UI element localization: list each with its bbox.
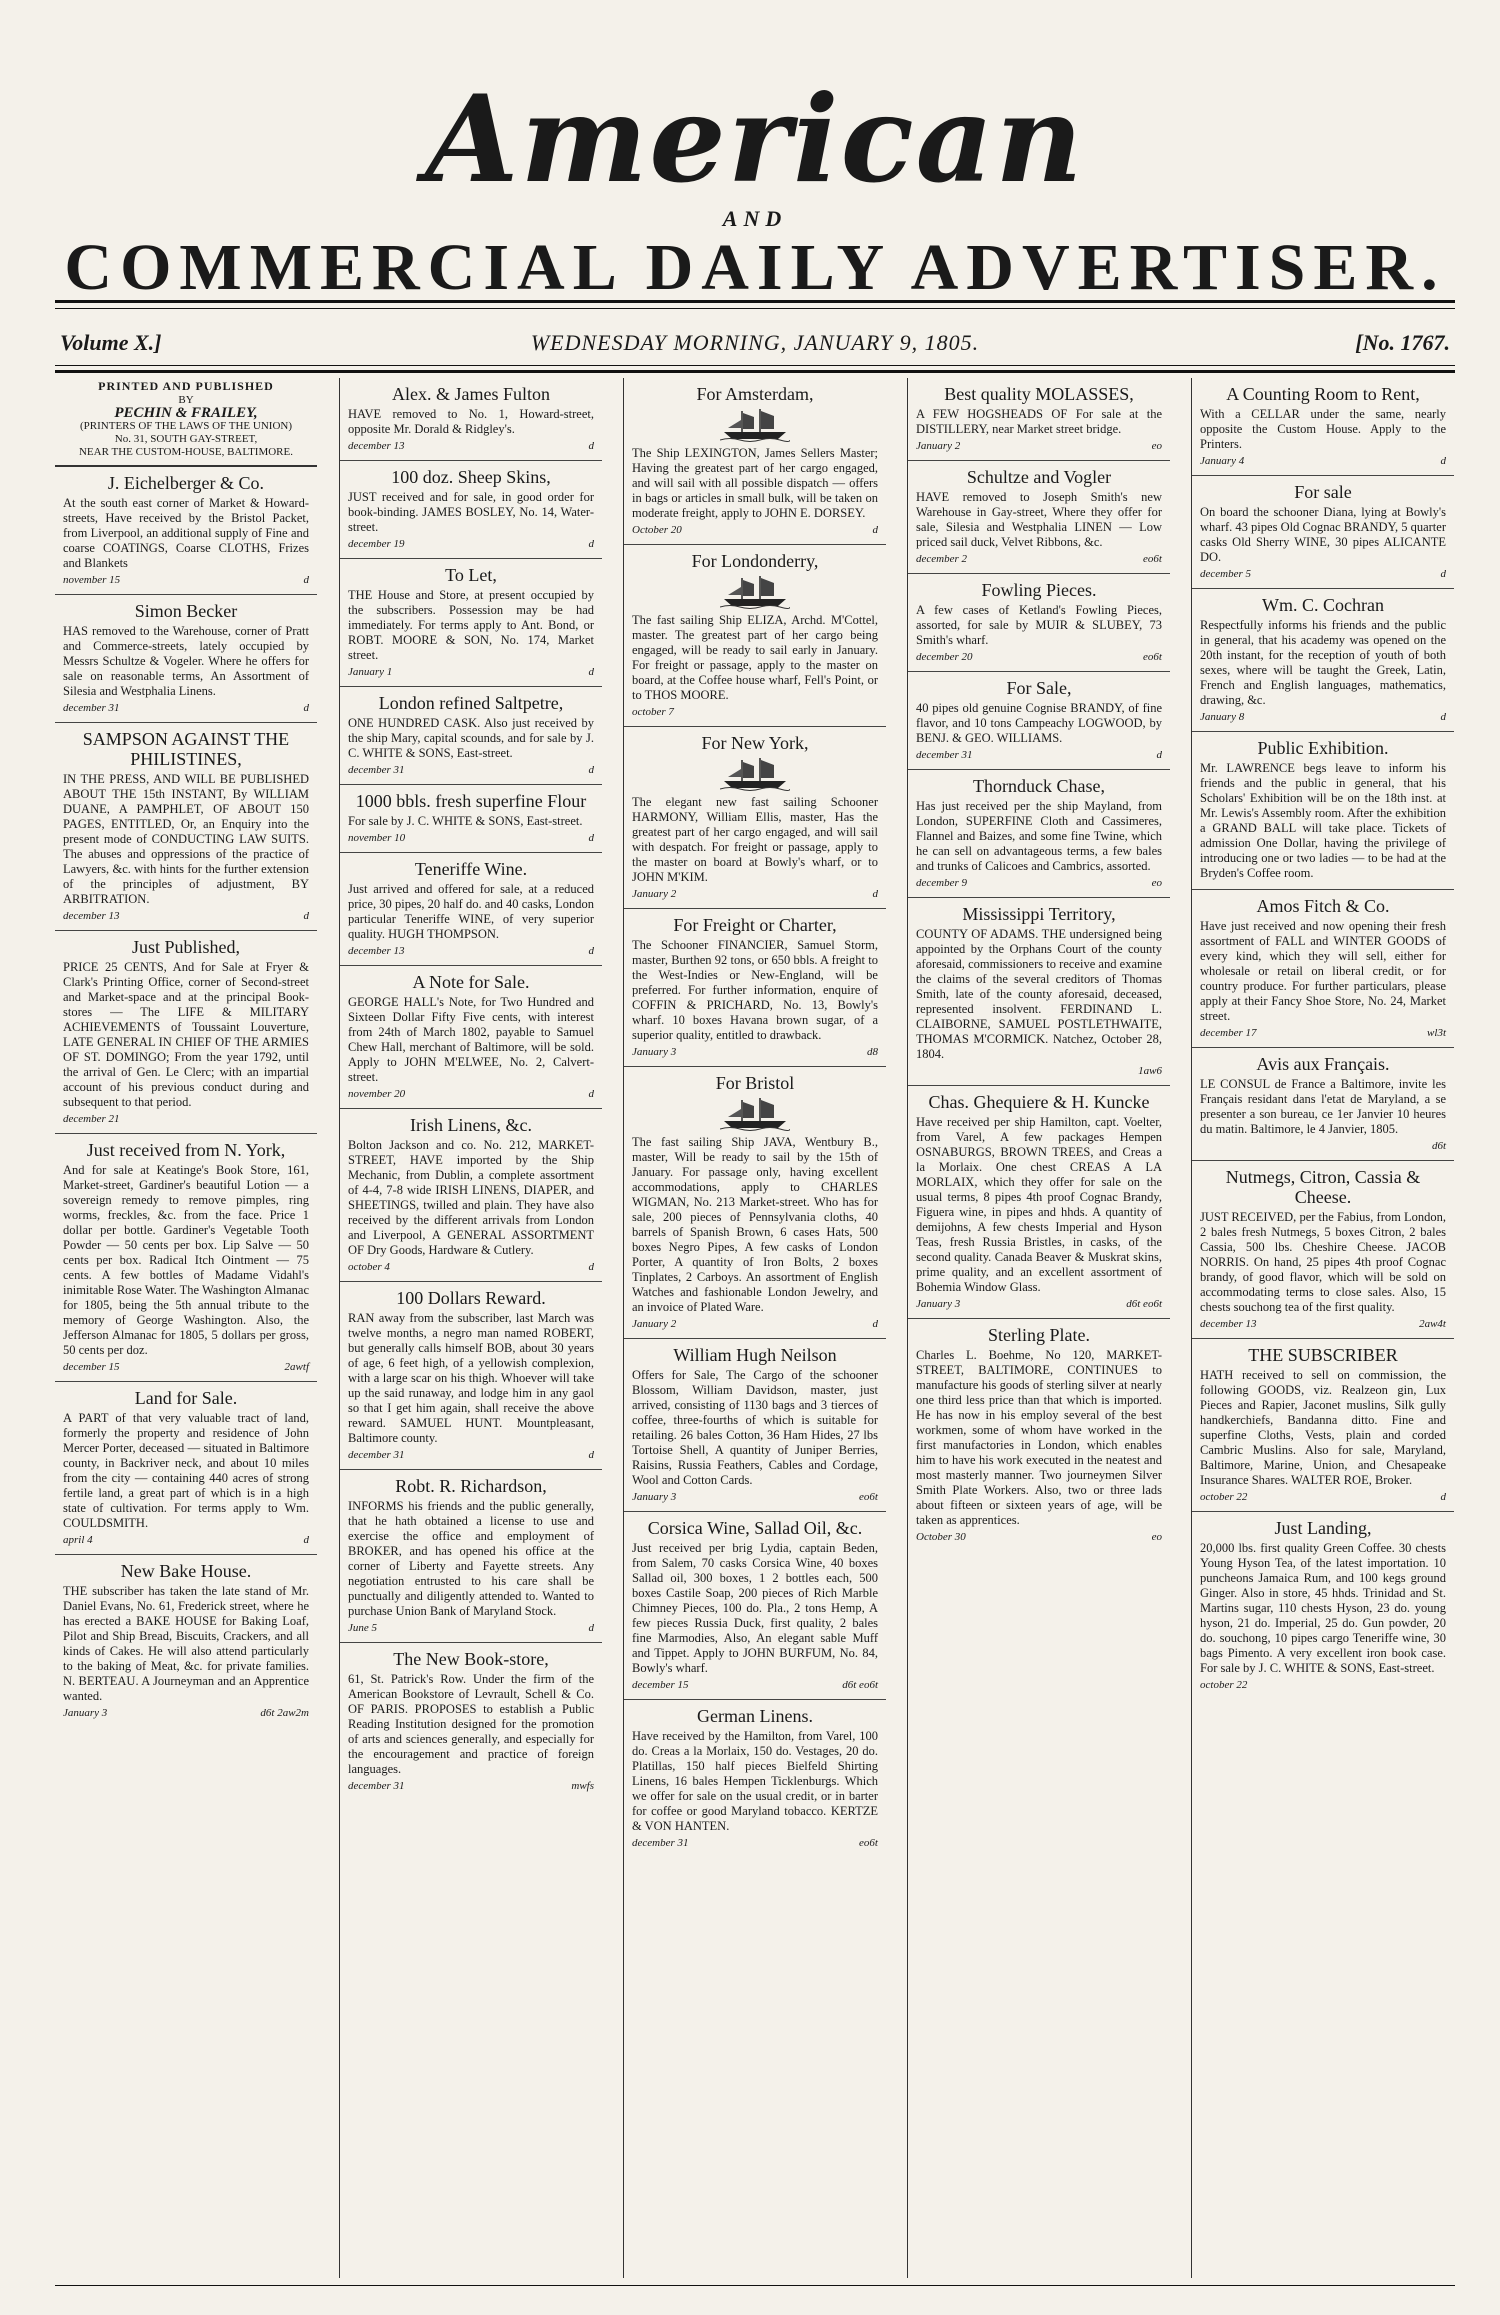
ad-title: Just Published, <box>131 937 241 957</box>
columns-area <box>55 378 1455 2278</box>
advertisement <box>624 1700 886 1857</box>
ad-body: The fast sailing Ship JAVA, Wentbury B., master, Will be ready to sail by the 15th of January. For passage only, having excellent accommodations, apply to CHARLES WIGMAN, No. 213 Market-street. Who has for sale, 200 pieces of Pennsylvania cloths, 40 barrels of Spanish Brown, 6 cases Hats, 500 boxes Negro Pipes, A few casks of London Porter, A quantity of Iron Bolts, 2 boxes Tinplates, 2 Carboys. An assortment of English Watches and fashionable London Jewelry, and an invoice of Plated Ware. <box>632 1135 878 1314</box>
ad-footer <box>916 439 1162 454</box>
ad-code: d6t eo6t <box>1126 1298 1162 1310</box>
advertisement <box>340 378 602 461</box>
ad-date: october 7 <box>632 706 674 718</box>
ad-body: RAN away from the subscriber, last March was twelve months, a negro man named ROBERT, but generally calls himself BOB, about 30 years of age, 6 feet high, of a yellowish complexion, with a large scar on his thigh. Whoever will take up the said runaway, and lodge him in any gaol so that I get him again, shall receive the above reward. SAMUEL HUNT. Mountpleasant, Baltimore county. <box>348 1311 594 1445</box>
masthead-and: AND <box>722 206 788 231</box>
ad-body: INFORMS his friends and the public generally, that he hath obtained a license to use and exercise the office and employment of BROKER, and has opened his office at the corner of Liberty and Fayette streets. Any negotiation entrusted to his care shall be punctually and diligently attended to. Wanted to purchase Union Bank of Maryland Stock. <box>348 1499 594 1618</box>
ad-body: Have just received and now opening their fresh assortment of FALL and WINTER GOODS of every kind, which they will sell, either for wholesale or retail on liberal credit, or for country produce. For further particulars, please apply at their Fancy Shoe Store, No. 24, Market street. <box>1200 919 1446 1023</box>
ad-footer <box>632 1678 878 1693</box>
ad-date: december 31 <box>348 1449 405 1461</box>
ad-body: HAS removed to the Warehouse, corner of Pratt and Commerce-streets, lately occupied by Messrs Schultze & Vogeler. Where he offers for sale on reasonable terms, An Assortment of Silesia and Westphalia Linens. <box>63 624 309 698</box>
ad-body: Have received by the Hamilton, from Varel, 100 do. Creas a la Morlaix, 150 do. Vestages, 20 do. Platillas, 150 half pieces Bielfeld Shirting Linens, 16 bales Hempen Ticklenburgs. Which we offer for sale on the usual credit, or in barter for coffee or good Maryland tobacco. KERTZE & VON HANTEN. <box>632 1729 878 1833</box>
imprint-line-4: (PRINTERS OF THE LAWS OF THE UNION) <box>80 420 292 432</box>
ad-footer <box>63 1360 309 1375</box>
advertisement <box>624 545 886 727</box>
ad-footer <box>1200 1490 1446 1505</box>
ad-body: Just arrived and offered for sale, at a reduced price, 30 pipes, 20 half do. and 40 casks, London particular Teneriffe WINE, of very superior quality. HUGH THOMPSON. <box>348 882 594 941</box>
ad-date: October 20 <box>632 524 682 536</box>
ad-code: eo <box>1151 440 1162 452</box>
ad-date: January 3 <box>632 1046 677 1058</box>
ad-date: november 10 <box>348 832 406 844</box>
advertisement <box>340 1643 602 1800</box>
ad-code: eo <box>1151 877 1162 889</box>
ad-title: For Sale, <box>1006 678 1072 698</box>
column-3 <box>623 378 886 2278</box>
ad-code: wl3t <box>1427 1027 1446 1039</box>
ad-body: The Ship LEXINGTON, James Sellers Master; Having the greatest part of her cargo engaged, and will sail with all possible dispatch — offers in bags or articles in small bulk, will be taken on moderate freight, apply to JOHN E. DORSEY. <box>632 446 878 520</box>
ad-footer <box>632 523 878 538</box>
ad-title: 100 doz. Sheep Skins, <box>391 467 551 487</box>
ad-body: THE subscriber has taken the late stand of Mr. Daniel Evans, No. 61, Frederick street, where he has erected a BAKE HOUSE for Baking Loaf, Pilot and Ship Bread, Biscuits, Crackers, and all kinds of Cakes. He will also attend particularly to the baking of Meat, &c. for private families. N. BERTEAU. A Journeyman and an Apprentice wanted. <box>63 1584 309 1703</box>
ad-date: december 20 <box>916 651 973 663</box>
advertisement <box>340 1282 602 1470</box>
ad-body: For sale by J. C. WHITE & SONS, East-street. <box>348 814 583 828</box>
advertisement <box>908 770 1170 898</box>
advertisement <box>624 727 886 909</box>
ad-title: Amos Fitch & Co. <box>1256 896 1390 916</box>
top-rule <box>55 300 1455 303</box>
ad-footer <box>1200 1139 1446 1154</box>
ad-code: d <box>588 764 594 776</box>
ad-body: A FEW HOGSHEADS OF For sale at the DISTILLERY, near Market street bridge. <box>916 407 1162 436</box>
ad-footer <box>348 439 594 454</box>
ad-title: Irish Linens, &c. <box>410 1115 532 1135</box>
ship-icon <box>720 757 790 791</box>
ad-footer <box>916 552 1162 567</box>
advertisement <box>340 853 602 966</box>
ad-body: 61, St. Patrick's Row. Under the firm of the American Bookstore of Levrault, Schell & Co. OF PARIS. PROPOSES to establish a Public Reading Institution designed for the promotion of arts and sciences generally, and especially for the encouragement and practice of foreign languages. <box>348 1672 594 1776</box>
ad-body: On board the schooner Diana, lying at Bowly's wharf. 43 pipes Old Cognac BRANDY, 5 quarter casks Old Sherry WINE, 30 pipes ALICANTE DO. <box>1200 505 1446 564</box>
ad-code: d <box>588 1261 594 1273</box>
ad-title: THE SUBSCRIBER <box>1248 1345 1398 1365</box>
newspaper-subtitle: COMMERCIAL DAILY ADVERTISER. <box>64 231 1446 304</box>
ad-body: At the south east corner of Market & Howard-streets, Have received by the Bristol Packet, from Liverpool, an additional supply of Fine and coarse COATINGS, Coarse CLOTHS, Frizes and Blankets <box>63 496 309 570</box>
ship-icon <box>720 575 790 609</box>
ad-title: Mississippi Territory, <box>962 904 1116 924</box>
ad-date: october 22 <box>1200 1679 1248 1691</box>
ad-footer <box>916 876 1162 891</box>
ad-date: october 22 <box>1200 1491 1248 1503</box>
ad-body: Bolton Jackson and co. No. 212, MARKET-STREET, HAVE imported by the Ship Mechanic, from Dublin, a complete assortment of 4-4, 7-8 wide IRISH LINENS, DIAPER, and SHEETINGS, twilled and plain. They have also received by the different arrivals from London and Liverpool, A GENERAL ASSORTMENT OF Dry Goods, Hardware & Cutlery. <box>348 1138 594 1257</box>
ad-footer <box>632 1836 878 1851</box>
ad-date: december 31 <box>63 702 120 714</box>
ad-code: mwfs <box>571 1780 594 1792</box>
advertisement <box>624 909 886 1067</box>
ad-footer <box>916 1297 1162 1312</box>
advertisement <box>1192 589 1454 732</box>
ad-body: JUST RECEIVED, per the Fabius, from London, 2 bales fresh Nutmegs, 5 boxes Citron, 2 bales Cassia, 500 lbs. Cheshire Cheese. JACOB NORRIS. On hand, 25 pipes 4th proof Cognac brandy, of good flavor, which will be sold on accommodating terms to close sales. Also, 15 chests souchong tea of the first quality. <box>1200 1210 1446 1314</box>
ad-body: A PART of that very valuable tract of land, formerly the property and residence of John Mercer Porter, deceased — situated in Baltimore county, in Backriver neck, and about 10 miles from the city — containing 440 acres of strong fertile land, a great part of which is in a high state of cultivation. For terms apply to Wm. COULDSMITH. <box>63 1411 309 1530</box>
ad-code: d <box>588 1622 594 1634</box>
ad-date: december 15 <box>63 1361 120 1373</box>
ad-code: d <box>588 1088 594 1100</box>
ad-code: d <box>303 574 309 586</box>
imprint-line-1: PRINTED AND PUBLISHED <box>98 379 274 393</box>
dateline <box>60 326 1450 360</box>
ad-code: d6t 2aw2m <box>260 1707 309 1719</box>
ad-body: GEORGE HALL's Note, for Two Hundred and Sixteen Dollar Fifty Five cents, with interest from 24th of March 1802, payable to Samuel Chew Hall, merchant of Baltimore, will be sold. Apply to JOHN M'ELWEE, No. 2, Calvert-street. <box>348 995 594 1084</box>
ad-date: January 4 <box>1200 455 1245 467</box>
ad-body: Offers for Sale, The Cargo of the schooner Blossom, William Davidson, master, just arrived, consisting of 1130 bags and 3 tierces of coffee, three-fourths of which is suitable for retailing. 26 bales Cotton, 36 Ham Hides, 27 lbs Tortoise Shell, A quantity of Juniper Berries, Raisins, Russia Feathers, Cables and Cordage, Wool and Cotton Cards. <box>632 1368 878 1487</box>
ad-date: december 13 <box>348 440 405 452</box>
ad-body: IN THE PRESS, AND WILL BE PUBLISHED ABOUT THE 15th INSTANT, By WILLIAM DUANE, A PAMPHLET, OF ABOUT 150 PAGES, ENTITLED, Or, an Enquiry into the present mode of CONDUCTING LAW SUITS. The abuses and oppressions of the practice of Lawyers, &c. with hints for the further extension of the principles of adjustment, BY ARBITRATION. <box>63 772 309 906</box>
ad-footer <box>63 573 309 588</box>
imprint <box>55 378 317 467</box>
ad-code: d <box>303 910 309 922</box>
ad-footer <box>63 1533 309 1548</box>
ad-title: Fowling Pieces. <box>981 580 1097 600</box>
ad-footer <box>632 1490 878 1505</box>
ad-title: For Amsterdam, <box>696 384 814 404</box>
ad-body: And for sale at Keatinge's Book Store, 161, Market-street, Gardiner's beautiful Lotion — a sovereign remedy to remove pimples, ring worms, freckles, &c. from the face. Price 1 dollar per bottle. Gardiner's Vegetable Tooth Powder — 50 cents per box. Lip Salve — 50 cents per box. Radical Itch Ointment — 75 cents. A few bottles of Madame Vidahl's inimitable Rose Water. The Washington Almanac for 1805, being the 5th annual tribute to the memory of George Washington. Also, the Jefferson Almanac for 1805, 5 dollars per gross, 50 cents per doz. <box>63 1163 309 1357</box>
ad-title: New Bake House. <box>120 1561 252 1581</box>
issue-number: [No. 1767. <box>1355 330 1450 355</box>
masthead <box>60 69 1450 304</box>
ad-footer <box>348 944 594 959</box>
ad-title: For Londonderry, <box>691 551 819 571</box>
imprint-publishers: PECHIN & FRAILEY, <box>114 405 258 421</box>
ad-date: november 20 <box>348 1088 406 1100</box>
ad-date: december 31 <box>348 764 405 776</box>
column-2 <box>339 378 602 2278</box>
advertisement <box>1192 476 1454 589</box>
ad-code: eo6t <box>1143 553 1162 565</box>
ad-title: J. Eichelberger & Co. <box>107 473 265 493</box>
ad-title: Best quality MOLASSES, <box>944 384 1134 404</box>
advertisement <box>340 1470 602 1643</box>
ad-code: d <box>872 524 878 536</box>
newspaper-title: American <box>425 69 1085 210</box>
imprint-line-2: BY <box>178 394 194 406</box>
ad-title: To Let, <box>445 565 497 585</box>
advertisement <box>340 1109 602 1282</box>
advertisement <box>908 672 1170 770</box>
ad-date: January 3 <box>632 1491 677 1503</box>
ad-footer <box>916 650 1162 665</box>
advertisement <box>55 1555 317 1727</box>
advertisement <box>1192 1161 1454 1339</box>
ad-code: d <box>1440 1491 1446 1503</box>
ad-body: LE CONSUL de France a Baltimore, invite les Français residant dans l'etat de Maryland, a se presenter a son bureau, ce 1er Janvier 10 heures du matin. Baltimore, le 4 Janvier, 1805. <box>1200 1077 1446 1136</box>
ad-footer <box>348 1087 594 1102</box>
ad-footer <box>1200 710 1446 725</box>
ship-icon <box>720 408 790 442</box>
ad-footer <box>63 1112 309 1127</box>
ad-title: For Freight or Charter, <box>673 915 837 935</box>
ad-footer <box>1200 1678 1446 1693</box>
ad-footer <box>916 1530 1162 1545</box>
ad-body: COUNTY OF ADAMS. THE undersigned being appointed by the Orphans Court of the county aforesaid, commissioners to receive and examine the claims of the several creditors of Thomas Smith, late of the county aforesaid, deceased, represented insolvent. FERDINAND L. CLAIBORNE, SAMUEL POSTLETHWAITE, THOMAS M'CORMICK. Natchez, October 28, 1804. <box>916 927 1162 1061</box>
ad-code: d <box>588 666 594 678</box>
ad-code: eo6t <box>859 1837 878 1849</box>
ad-footer <box>348 1260 594 1275</box>
ad-body: ONE HUNDRED CASK. Also just received by the ship Mary, capital scounds, and for sale by J. C. WHITE & SONS, East-street. <box>348 716 594 760</box>
ad-title: Land for Sale. <box>134 1388 238 1408</box>
ad-footer <box>348 1779 594 1794</box>
ad-body: The Schooner FINANCIER, Samuel Storm, master, Burthen 92 tons, or 650 bbls. A freight to the West-Indies or New-England, will be preferred. For further information, enquire of COFFIN & PRICHARD, No. 13, Bowly's wharf. 10 boxes Havana brown sugar, of a superior quality, entitled to drawback. <box>632 938 878 1042</box>
ad-title: German Linens. <box>697 1706 813 1726</box>
ad-footer <box>348 537 594 552</box>
ad-code: d <box>588 440 594 452</box>
ad-title: For sale <box>1294 482 1352 502</box>
ad-footer <box>632 705 878 720</box>
ad-footer <box>348 831 594 846</box>
ad-date: december 13 <box>348 945 405 957</box>
ad-code: 2awtf <box>284 1361 309 1373</box>
ad-date: October 30 <box>916 1531 966 1543</box>
ad-title: Teneriffe Wine. <box>414 859 528 879</box>
ad-code: eo6t <box>859 1491 878 1503</box>
ad-title: 1000 bbls. fresh superfine Flour <box>355 791 587 811</box>
dateline-rule <box>55 370 1455 373</box>
advertisement <box>908 378 1170 461</box>
ad-code: d <box>872 1318 878 1330</box>
ad-date: december 31 <box>632 1837 689 1849</box>
ad-title: Just received from N. York, <box>86 1140 286 1160</box>
ad-date: october 4 <box>348 1261 390 1273</box>
ad-date: december 31 <box>916 749 973 761</box>
top-rule-thin <box>55 308 1455 309</box>
ad-title: SAMPSON AGAINST THE PHILISTINES, <box>82 729 290 769</box>
ad-title: The New Book-store, <box>393 1649 549 1669</box>
ad-footer <box>916 748 1162 763</box>
ad-date: december 13 <box>1200 1318 1257 1330</box>
advertisement <box>55 1134 317 1382</box>
ad-code: d <box>1440 711 1446 723</box>
ad-footer <box>348 1621 594 1636</box>
advertisement <box>624 378 886 545</box>
ad-code: 1aw6 <box>1138 1065 1162 1077</box>
ad-code: d <box>1440 455 1446 467</box>
advertisement <box>908 461 1170 574</box>
ad-date: december 19 <box>348 538 405 550</box>
ad-body: PRICE 25 CENTS, And for Sale at Fryer & Clark's Printing Office, corner of Second-street and Market-space and at the principal Book-stores — The LIFE & MILITARY ACHIEVEMENTS of Toussaint Louverture, LATE GENERAL IN CHIEF OF THE ARMIES OF ST. DOMINGO; From the year 1792, until the arrival of Gen. Le Clerc; with an impartial account of his previous conduct during and subsequent to that period. <box>63 960 309 1109</box>
ad-body: HATH received to sell on commission, the following GOODS, viz. Realzeon gin, Lux Pieces and Rapier, Jaconet muslins, Silk gully handkerchiefs, Bandanna ditto. Fine and superfine Cloths, Vests, plain and corded Cambric Muslins. Also for sale, Maryland, Baltimore, Marine, Union, and Chesapeake Insurance Shares. WALTER ROE, Broker. <box>1200 1368 1446 1487</box>
ad-date: January 8 <box>1200 711 1245 723</box>
ad-body: THE House and Store, at present occupied by the subscribers. Possession may be had immediately. For terms apply to Ant. Bond, or ROBT. MOORE & SON, No. 174, Market street. <box>348 588 594 662</box>
ad-title: For Bristol <box>715 1073 795 1093</box>
ad-footer <box>63 701 309 716</box>
ad-date: december 13 <box>63 910 120 922</box>
ad-code: d <box>303 702 309 714</box>
ad-body: 40 pipes old genuine Cognise BRANDY, of fine flavor, and 10 tons Campeachy LOGWOOD, by BENJ. & GEO. WILLIAMS. <box>916 701 1162 745</box>
ad-title: Thornduck Chase, <box>973 776 1105 796</box>
column-4 <box>907 378 1170 2278</box>
ad-body: Charles L. Boehme, No 120, MARKET-STREET, BALTIMORE, CONTINUES to manufacture his goods of sterling silver at nearly one third less price than that which is imported. He has now in his employ several of the best workmen, some of whom have worked in the first manufactories in London, which enables him to have his work executed in the neatest and most masterly manner. Two journeymen Silver Smith Plate Workers. Also, two or three lads about fifteen or sixteen years of age, will be taken as apprentices. <box>916 1348 1162 1527</box>
ad-date: June 5 <box>348 1622 378 1634</box>
advertisement <box>340 785 602 853</box>
ad-body: The elegant new fast sailing Schooner HARMONY, William Ellis, master, Has the greatest part of her cargo engaged, and will sail with despatch. For freight or passage, apply to the master on board at Bowly's wharf, or to JOHN M'KIM. <box>632 795 878 884</box>
ad-date: december 17 <box>1200 1027 1257 1039</box>
ad-date: January 2 <box>916 440 961 452</box>
advertisement <box>1192 1512 1454 1699</box>
ad-footer <box>348 763 594 778</box>
advertisement <box>624 1512 886 1700</box>
ad-code: d8 <box>867 1046 878 1058</box>
ad-title: Chas. Ghequiere & H. Kuncke <box>928 1092 1150 1112</box>
advertisement <box>55 723 317 931</box>
ad-body: With a CELLAR under the same, nearly opposite the Custom House. Apply to the Printers. <box>1200 407 1446 451</box>
ad-footer <box>1200 567 1446 582</box>
ad-footer <box>348 665 594 680</box>
advertisement <box>55 931 317 1134</box>
ad-date: January 3 <box>916 1298 961 1310</box>
ad-code: d6t <box>1431 1140 1446 1152</box>
ad-title: A Note for Sale. <box>412 972 530 992</box>
ad-code: eo6t <box>1143 651 1162 663</box>
advertisement <box>908 574 1170 672</box>
ad-body: Has just received per the ship Mayland, from London, SUPERFINE Cloth and Cassimeres, Flannel and Baizes, and some fine Twine, which he can sell on advantageous terms, a few bales and trunks of Calicoes and Cambrics, assorted. <box>916 799 1162 873</box>
advertisement <box>1192 378 1454 476</box>
dateline-rule-thin <box>55 365 1455 366</box>
ad-date: december 31 <box>348 1780 405 1792</box>
advertisement <box>340 687 602 785</box>
ad-code: d <box>872 888 878 900</box>
ad-date: december 2 <box>916 553 968 565</box>
ad-date: January 2 <box>632 888 677 900</box>
ad-title: Nutmegs, Citron, Cassia & Cheese. <box>1225 1167 1421 1207</box>
advertisement <box>55 1382 317 1555</box>
ad-title: 100 Dollars Reward. <box>396 1288 546 1308</box>
imprint-line-5: No. 31, SOUTH GAY-STREET, <box>114 433 258 445</box>
advertisement <box>624 1067 886 1339</box>
ad-footer <box>348 1448 594 1463</box>
ad-footer <box>632 1045 878 1060</box>
ad-footer <box>1200 1026 1446 1041</box>
ad-body: HAVE removed to No. 1, Howard-street, opposite Mr. Dorald & Ridgley's. <box>348 407 594 436</box>
ad-body: The fast sailing Ship ELIZA, Archd. M'Cottel, master. The greatest part of her cargo being engaged, will be ready to sail early in January. For freight or passage, apply to the master on board, at the Coffee house wharf, Fell's Point, or to THOS MOORE. <box>632 613 878 702</box>
volume-number: Volume X.] <box>60 330 162 355</box>
ad-footer <box>63 909 309 924</box>
ad-date: January 2 <box>632 1318 677 1330</box>
issue-date: WEDNESDAY MORNING, JANUARY 9, 1805. <box>530 330 980 355</box>
ad-body: Respectfully informs his friends and the public in general, that his academy was opened on the 20th instant, for the reception of youth of both sexes, where will be taught the Greek, Latin, French and English languages, mathematics, drawing, &c. <box>1200 618 1446 707</box>
ad-body: JUST received and for sale, in good order for book-binding. JAMES BOSLEY, No. 14, Water-street. <box>348 490 594 534</box>
ad-footer <box>916 1064 1162 1079</box>
ad-code: d <box>588 832 594 844</box>
ad-code: d <box>588 945 594 957</box>
ad-title: A Counting Room to Rent, <box>1226 384 1420 404</box>
ad-title: William Hugh Neilson <box>673 1345 837 1365</box>
ad-date: december 15 <box>632 1679 689 1691</box>
advertisement <box>908 1086 1170 1319</box>
advertisement <box>340 966 602 1109</box>
ad-code: d <box>1440 568 1446 580</box>
ad-title: Schultze and Vogler <box>966 467 1112 487</box>
ad-date: January 3 <box>63 1707 108 1719</box>
ad-title: Robt. R. Richardson, <box>395 1476 547 1496</box>
advertisement <box>340 461 602 559</box>
ad-code: d <box>1156 749 1162 761</box>
column-1 <box>55 378 317 2278</box>
ad-body: HAVE removed to Joseph Smith's new Warehouse in Gay-street, Where they offer for sale, Silesia and Westphalia LINEN — Low priced sail duck, Velvet Ribbons, &c. <box>916 490 1162 549</box>
ad-date: January 1 <box>348 666 393 678</box>
ad-date: december 9 <box>916 877 968 889</box>
ad-title: London refined Saltpetre, <box>378 693 564 713</box>
ad-code: eo <box>1151 1531 1162 1543</box>
advertisement <box>55 467 317 595</box>
ad-title: Public Exhibition. <box>1257 738 1389 758</box>
ad-code: d6t eo6t <box>842 1679 878 1691</box>
imprint-line-6: NEAR THE CUSTOM-HOUSE, BALTIMORE. <box>78 446 293 458</box>
advertisement <box>1192 890 1454 1048</box>
ad-footer <box>632 1317 878 1332</box>
ad-date: december 5 <box>1200 568 1252 580</box>
bottom-rule <box>55 2285 1455 2286</box>
ad-title: Alex. & James Fulton <box>392 384 550 404</box>
advertisement <box>1192 732 1454 890</box>
ad-title: Corsica Wine, Sallad Oil, &c. <box>647 1518 863 1538</box>
ad-footer <box>63 1706 309 1721</box>
ship-icon <box>720 1097 790 1131</box>
advertisement <box>908 1319 1170 1551</box>
ad-code: d <box>303 1534 309 1546</box>
advertisement <box>908 898 1170 1086</box>
advertisement <box>55 595 317 723</box>
ad-footer <box>1200 454 1446 469</box>
advertisement <box>1192 1048 1454 1161</box>
column-5 <box>1191 378 1454 2278</box>
ad-code: d <box>588 1449 594 1461</box>
ad-title: For New York, <box>701 733 809 753</box>
ad-footer <box>1200 1317 1446 1332</box>
ad-date: november 15 <box>63 574 121 586</box>
ad-title: Just Landing, <box>1274 1518 1372 1538</box>
ad-title: Sterling Plate. <box>988 1325 1090 1345</box>
ad-body: Have received per ship Hamilton, capt. Voelter, from Varel, A few packages Hempen OSNABURGS, BROWN TREES, and Creas a la Morlaix. One chest CREAS A LA MORLAIX, which they offer for sale on the usual terms, 8 pipes 4th proof Cognac Brandy, Figuera wine, in pipes and hhds. A quantity of demijohns, A few chests Imperial and Hyson Teas, fresh Russia Bristles, in casks, of the second quality. Canada Beaver & Muskrat skins, prime quality, and an excellent assortment of Bohemia Window Glass. <box>916 1115 1162 1294</box>
advertisement <box>1192 1339 1454 1512</box>
ad-date: december 21 <box>63 1113 120 1125</box>
advertisement <box>624 1339 886 1512</box>
advertisement <box>340 559 602 687</box>
ad-title: Wm. C. Cochran <box>1262 595 1384 615</box>
ad-title: Avis aux Français. <box>1256 1054 1390 1074</box>
ad-body: 20,000 lbs. first quality Green Coffee. 30 chests Young Hyson Tea, of the latest importation. 10 puncheons Jamaica Rum, and 100 kegs ground Ginger. Also in store, 45 hhds. Trinidad and St. Martins sugar, 110 chests Hyson, 23 do. young hyson, 21 do. Imperial, 25 do. Gun powder, 20 do. souchong, 10 pipes cargo Teneriffe wine, 30 bags Pimento. A very excellent iron book case. For sale by J. C. WHITE & SONS, East-street. <box>1200 1541 1446 1675</box>
ad-body: Mr. LAWRENCE begs leave to inform his friends and the public in general, that his Scholars' Exhibition will be on the 18th inst. at Mr. Lewis's Assembly room. After the exhibition a GRAND BALL will take place. Tickets of admission One Dollar, having the privilege of introducing one or two ladies — to be had at the Bryden's Coffee room. <box>1200 761 1446 880</box>
ad-footer <box>632 887 878 902</box>
ad-date: april 4 <box>63 1534 93 1546</box>
ad-body: Just received per brig Lydia, captain Beden, from Salem, 70 casks Corsica Wine, 40 boxes Sallad oil, 300 boxes, 1 2 bottles each, 500 boxes Castile Soap, 200 pieces of Rich Marble Chimney Pieces, 100 do. Pla., 2 tons Hemp, A few pieces Russia Duck, first quality, 2 bales fine Marmodies, Also, An elegant sable Muff and Tippet. Apply to JOHN BURFUM, No. 84, Bowly's wharf. <box>632 1541 878 1675</box>
ad-code: 2aw4t <box>1419 1318 1446 1330</box>
ad-body: A few cases of Ketland's Fowling Pieces, assorted, for sale by MUIR & SLUBEY, 73 Smith's wharf. <box>916 603 1162 647</box>
ad-title: Simon Becker <box>134 601 238 621</box>
ad-code: d <box>588 538 594 550</box>
